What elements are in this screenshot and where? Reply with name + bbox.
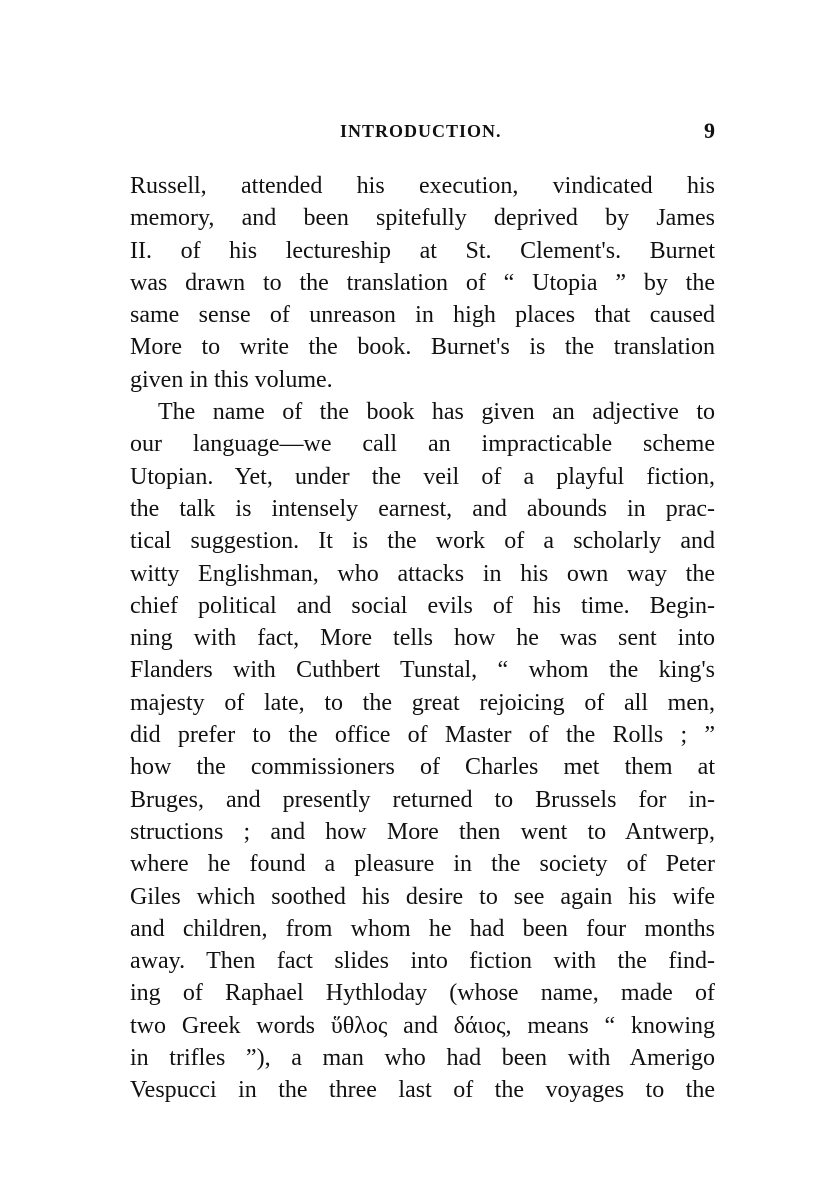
text-line: tical suggestion. It is the work of a scholarly and <box>130 528 715 555</box>
text-line: witty Englishman, who attacks in his own way the <box>130 560 715 587</box>
text-line: chief political and social evils of his time. Begin- <box>130 592 715 619</box>
text-line: More to write the book. Burnet's is the translation <box>130 334 715 361</box>
text-line: given in this volume. <box>130 366 333 393</box>
text-line: away. Then fact slides into fiction with the find- <box>130 948 715 975</box>
running-head-title: INTRODUCTION. <box>340 121 502 141</box>
text-line: and children, from whom he had been four months <box>130 915 715 942</box>
text-line: did prefer to the office of Master of the Rolls ; ” <box>130 722 715 749</box>
text-line: Vespucci in the three last of the voyages to the <box>130 1077 715 1104</box>
text-line: Russell, attended his execution, vindicated his <box>130 173 715 199</box>
text-line: same sense of unreason in high places that caused <box>130 302 715 329</box>
paragraph-2 <box>130 396 715 1107</box>
page-number: 9 <box>704 118 715 143</box>
running-head <box>130 116 715 146</box>
text-line: Flanders with Cuthbert Tunstal, “ whom the king's <box>130 657 715 684</box>
text-line: the talk is intensely earnest, and abounds in prac- <box>130 495 715 522</box>
text-line: structions ; and how More then went to Antwerp, <box>130 818 715 845</box>
text-line: Utopian. Yet, under the veil of a playful fiction, <box>130 463 715 490</box>
text-line: memory, and been spitefully deprived by James <box>130 205 715 232</box>
text-line: our language—we call an impracticable scheme <box>130 431 715 458</box>
text-line: The name of the book has given an adjective to <box>158 399 715 426</box>
text-line: majesty of late, to the great rejoicing of all men, <box>130 689 715 716</box>
text-line: II. of his lectureship at St. Clement's. Burnet <box>130 237 715 264</box>
text-line: was drawn to the translation of “ Utopia ” by the <box>130 269 715 296</box>
text-line: how the commissioners of Charles met them at <box>130 754 715 781</box>
text-line: Giles which soothed his desire to see again his wife <box>130 883 715 910</box>
text-line: ing of Raphael Hythloday (whose name, made of <box>130 980 715 1007</box>
body-text <box>130 170 715 1107</box>
text-line: Bruges, and presently returned to Brussels for in- <box>130 786 715 813</box>
text-line: where he found a pleasure in the society of Peter <box>130 851 715 878</box>
paragraph-1 <box>130 170 715 396</box>
text-line: two Greek words ὕθλος and δάιος, means “ knowing <box>130 1012 715 1039</box>
text-line: ning with fact, More tells how he was sent into <box>130 625 715 652</box>
text-line: in trifles ”), a man who had been with Amerigo <box>130 1045 715 1072</box>
